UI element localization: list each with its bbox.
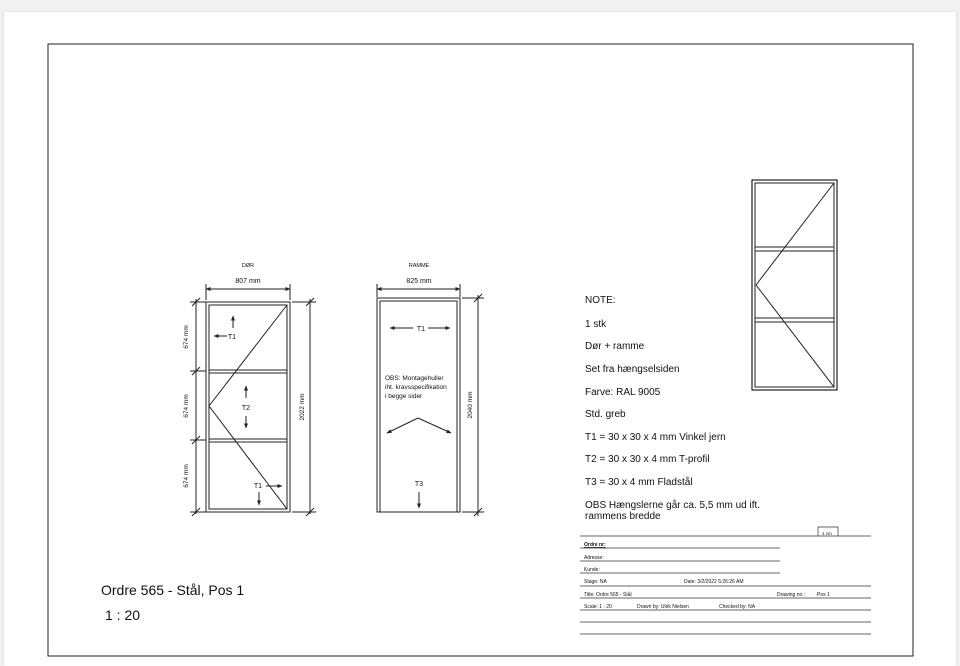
- scale-bar-label: 1 cm: [822, 531, 832, 536]
- drawing-no-label: Drawing no.:: [777, 592, 806, 598]
- door-title: DØR: [241, 263, 255, 269]
- frame-obs-line-1: OBS: Montagehuller: [385, 375, 444, 382]
- notes-heading: NOTE:: [585, 295, 616, 306]
- note-line-7: T2 = 30 x 30 x 4 mm T-profil: [585, 454, 710, 465]
- customer-label: Kunde:: [584, 567, 600, 573]
- note-line-5: Std. greb: [585, 409, 626, 420]
- door-segment-3: 674 mm: [183, 464, 190, 488]
- frame-obs-line-3: i begge sider: [385, 393, 423, 400]
- door-label-middle: T2: [241, 405, 251, 412]
- address-label: Adresse:: [584, 555, 604, 561]
- door-segment-2: 674 mm: [183, 394, 190, 418]
- note-obs-line-1: OBS Hængslerne går ca. 5,5 mm ud ift.: [585, 500, 761, 511]
- title-label: Title: Ordre 565 - Stål: [584, 592, 632, 598]
- door-label-top: T1: [227, 334, 237, 341]
- drawing-no-value: Pos 1: [817, 592, 830, 598]
- frame-height-label: 2040 mm: [467, 391, 474, 419]
- frame-label-bottom: T3: [414, 481, 424, 488]
- sheet-border: [48, 44, 913, 656]
- date-label: Date: 3/2/2022 5:26:26 AM: [684, 579, 744, 585]
- door-width-label: 807 mm: [235, 278, 261, 285]
- frame-width-label: 825 mm: [406, 278, 432, 285]
- door-height-label: 2022 mm: [299, 393, 306, 421]
- order-title: Ordre 565 - Stål, Pos 1: [101, 582, 245, 598]
- door-labels: [183, 263, 306, 490]
- door-preview: [752, 180, 837, 390]
- frame-labels: [385, 263, 474, 488]
- note-obs-line-2: rammens bredde: [585, 511, 661, 522]
- door-label-bottom: T1: [253, 483, 263, 490]
- note-line-3: Set fra hængselsiden: [585, 364, 680, 375]
- note-line-6: T1 = 30 x 30 x 4 mm Vinkel jern: [585, 432, 726, 443]
- note-line-2: Dør + ramme: [585, 341, 645, 352]
- door-segment-1: 674 mm: [183, 325, 190, 349]
- order-no-label: Ordre nr:: [584, 542, 606, 548]
- drawn-by-label: Drawn by: Ulrik Nielsen: [637, 604, 689, 610]
- door-drawing: [190, 284, 316, 516]
- stage-label: Stage: NA: [584, 579, 607, 585]
- note-line-1: 1 stk: [585, 319, 607, 330]
- door-opening-line-top: [209, 305, 287, 406]
- door-opening-line-bottom: [209, 406, 287, 509]
- checked-by-label: Checked by: NA: [719, 604, 756, 610]
- note-line-8: T3 = 30 x 4 mm Fladstål: [585, 477, 693, 488]
- frame-obs-line-2: iht. kravsspecifikation: [385, 384, 447, 391]
- notes-block: [585, 295, 760, 522]
- scale-label: Scale: 1 : 20: [584, 604, 612, 610]
- frame-label-top: T1: [416, 326, 426, 333]
- frame-title: RAMME: [408, 263, 430, 269]
- order-scale: 1 : 20: [105, 607, 141, 623]
- note-line-4: Farve: RAL 9005: [585, 387, 661, 398]
